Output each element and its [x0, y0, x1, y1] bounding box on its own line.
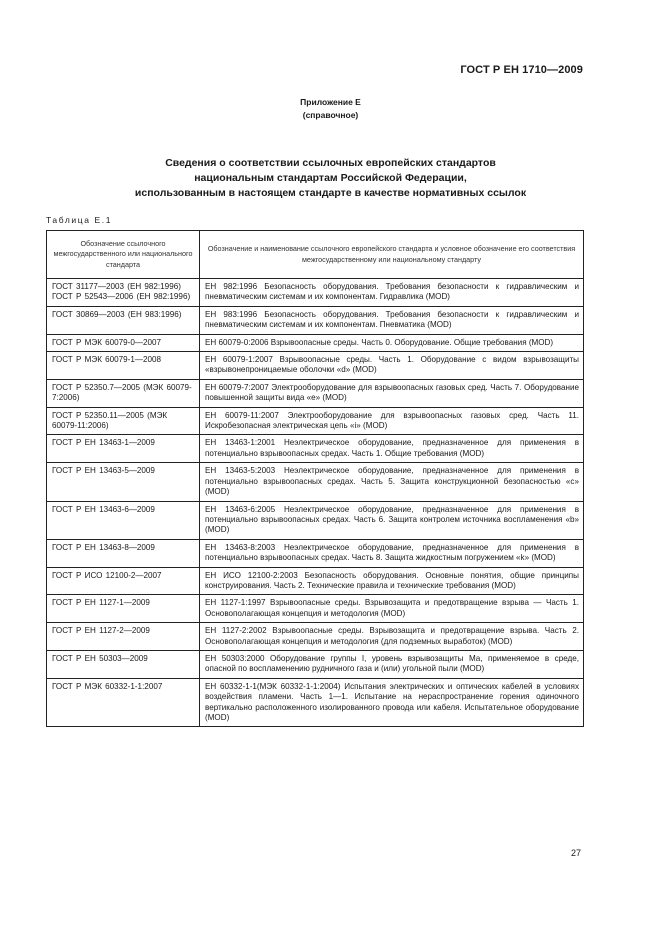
european-standard-cell: ЕН 60079-7:2007 Электрооборудование для взрывоопасных газовых сред. Часть 7. Оборудование повышенной защиты вида «е» (MOD): [200, 379, 584, 407]
appendix-heading: [0, 96, 661, 122]
table-row: [47, 279, 584, 307]
table-row: [47, 407, 584, 435]
appendix-note: (справочное): [302, 110, 359, 120]
heading-line: Сведения о соответствии ссылочных европейских стандартов: [165, 157, 496, 169]
national-standard-cell: ГОСТ Р 52350.7—2005 (МЭК 60079-7:2006): [47, 379, 200, 407]
national-standard-cell: ГОСТ Р ИСО 12100-2—2007: [47, 567, 200, 595]
table-row: [47, 435, 584, 463]
table-header-row: [47, 231, 584, 279]
table-row: [47, 334, 584, 351]
column-header-european: Обозначение и наименование ссылочного европейского стандарта и условное обозначение его соответствия межгосударственному или национальному стандарту: [200, 231, 584, 279]
national-standard-cell: ГОСТ Р ЕН 13463-6—2009: [47, 501, 200, 539]
table-label: Таблица Е.1: [46, 215, 113, 225]
table-row: [47, 539, 584, 567]
national-standard-cell: ГОСТ Р ЕН 1127-2—2009: [47, 623, 200, 651]
national-standard-cell: ГОСТ Р МЭК 60332-1-1:2007: [47, 678, 200, 727]
document-code: ГОСТ Р ЕН 1710—2009: [460, 64, 583, 76]
table-row: [47, 501, 584, 539]
national-standard-cell: ГОСТ 30869—2003 (ЕН 983:1996): [47, 306, 200, 334]
table-row: [47, 623, 584, 651]
table-row: [47, 463, 584, 501]
table-row: [47, 306, 584, 334]
european-standard-cell: ЕН 13463-8:2003 Неэлектрическое оборудование, предназначенное для применения в потенциально взрывоопасных средах. Часть 8. Защита жидкостным погружением «k» (MOD): [200, 539, 584, 567]
section-heading: [60, 156, 601, 201]
national-standard-cell: ГОСТ Р ЕН 13463-5—2009: [47, 463, 200, 501]
european-standard-cell: ЕН 13463-1:2001 Неэлектрическое оборудование, предназначенное для применения в потенциально взрывоопасных средах. Часть 1. Общие требования (MOD): [200, 435, 584, 463]
european-standard-cell: ЕН ИСО 12100-2:2003 Безопасность оборудования. Основные понятия, общие принципы конструирования. Часть 2. Технические правила и технические требования (MOD): [200, 567, 584, 595]
national-standard-cell: ГОСТ Р 52350.11—2005 (МЭК 60079-11:2006): [47, 407, 200, 435]
national-standard-cell: ГОСТ Р МЭК 60079-0—2007: [47, 334, 200, 351]
table-row: [47, 352, 584, 380]
european-standard-cell: ЕН 13463-6:2005 Неэлектрическое оборудование, предназначенное для применения в потенциально взрывоопасных средах. Часть 6. Защита контролем источника воспламенения «b» (MOD): [200, 501, 584, 539]
european-standard-cell: ЕН 1127-2:2002 Взрывоопасные среды. Взрывозащита и предотвращение взрыва. Часть 2. Основополагающая концепция и методология (для подземных выработок) (MOD): [200, 623, 584, 651]
table-row: [47, 595, 584, 623]
european-standard-cell: ЕН 13463-5:2003 Неэлектрическое оборудование, предназначенное для применения в потенциально взрывоопасных средах. Часть 5. Защита конструкционной безопасностью «с» (MOD): [200, 463, 584, 501]
european-standard-cell: ЕН 60079-0:2006 Взрывоопасные среды. Часть 0. Оборудование. Общие требования (MOD): [200, 334, 584, 351]
table-row: [47, 379, 584, 407]
heading-line: национальным стандартам Российской Федерации,: [194, 172, 467, 184]
table-row: [47, 650, 584, 678]
page-number: 27: [571, 848, 582, 858]
european-standard-cell: ЕН 50303:2000 Оборудование группы I, уровень взрывозащиты Ма, применяемое в среде, опасной по воспламенению рудничного газа и (или) угольной пыли (MOD): [200, 650, 584, 678]
appendix-title: Приложение Е: [300, 97, 361, 107]
national-standard-cell: ГОСТ Р ЕН 1127-1—2009: [47, 595, 200, 623]
national-standard-cell: ГОСТ Р ЕН 50303—2009: [47, 650, 200, 678]
table-row: [47, 678, 584, 727]
national-standard-cell: ГОСТ Р ЕН 13463-1—2009: [47, 435, 200, 463]
european-standard-cell: ЕН 983:1996 Безопасность оборудования. Требования безопасности к гидравлическим и пневматическим системам и их компонентам. Пневматика (MOD): [200, 306, 584, 334]
heading-line: использованным в настоящем стандарте в качестве нормативных ссылок: [134, 187, 527, 199]
european-standard-cell: ЕН 1127-1:1997 Взрывоопасные среды. Взрывозащита и предотвращение взрыва — Часть 1. Основополагающая концепция и методология (MOD): [200, 595, 584, 623]
european-standard-cell: ЕН 60332-1-1(МЭК 60332-1-1:2004) Испытания электрических и оптических кабелей в условиях воздействия пламени. Часть 1—1. Испытание на нераспространение горения одиночного вертикально расположенного изолированного провода или кабеля. Испытательное оборудование (MOD): [200, 678, 584, 727]
column-header-national: Обозначение ссылочного межгосударственного или национального стандарта: [47, 231, 200, 279]
european-standard-cell: ЕН 60079-11:2007 Электрооборудование для взрывоопасных газовых сред. Часть 11. Искробезопасная электрическая цепь «i» (MOD): [200, 407, 584, 435]
national-standard-cell: ГОСТ Р ЕН 13463-8—2009: [47, 539, 200, 567]
european-standard-cell: ЕН 60079-1:2007 Взрывоопасные среды. Часть 1. Оборудование с видом взрывозащиты «взрывонепроницаемые оболочки «d» (MOD): [200, 352, 584, 380]
table-row: [47, 567, 584, 595]
standards-table: [46, 230, 584, 727]
national-standard-cell: ГОСТ 31177—2003 (ЕН 982:1996) ГОСТ Р 52543—2006 (ЕН 982:1996): [47, 279, 200, 307]
national-standard-cell: ГОСТ Р МЭК 60079-1—2008: [47, 352, 200, 380]
european-standard-cell: ЕН 982:1996 Безопасность оборудования. Требования безопасности к гидравлическим и пневматическим системам и их компонентам. Гидравлика (MOD): [200, 279, 584, 307]
